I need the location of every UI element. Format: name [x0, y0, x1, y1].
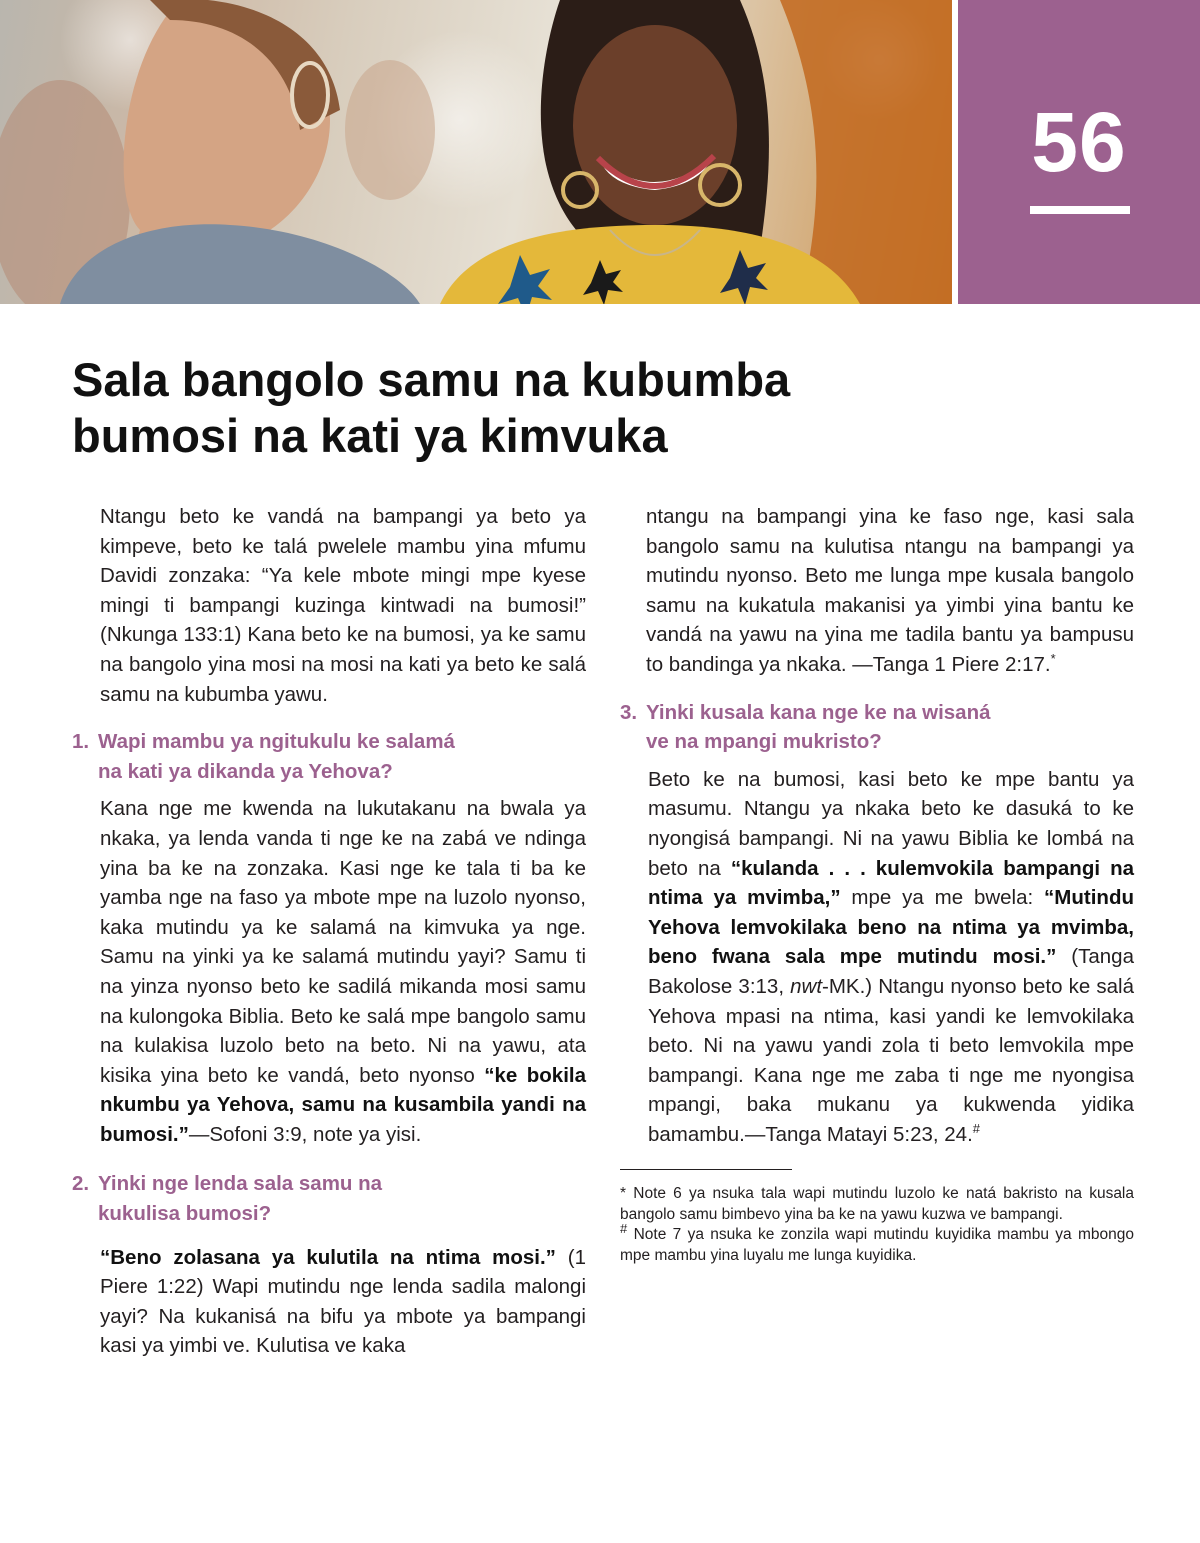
intro-paragraph: Ntangu beto ke vandá na bampangi ya beto ya kimpeve, beto ke talá pwelele mambu yina mfumu Davidi zonzaka: “Ya kele mbote mingi mpe kyese mingi ti bampangi kuzinga kintwadi na bumosi!” (Nkunga 133:1) Kana beto ke na bumosi, ya ke samu na bangolo yina mosi na mosi na kati ya beto ke salá samu na kubumba yawu. — [100, 505, 586, 706]
question-1-number: 1. — [72, 730, 90, 754]
lesson-number-badge — [958, 0, 1200, 304]
badge-underline — [1030, 206, 1130, 214]
left-column — [72, 502, 586, 1361]
answer-1-text: Kana nge me kwenda na lukutakanu na bwala ya nkaka, ya lenda vanda ti nge ke na zabá ve ndinga yina ba ke na zonzaka. Kasi nge ke tala ti ba ke yamba nge na faso ya mbote mpe na luzolo nyonso, kaka mutindu ya ke salamá na kimvuka ya nge. Samu na yinki ya ke salamá mutindu yayi? Samu ti na yinza nyonso beto ke sadilá mikanda mosi samu na kulongoka Biblia. Beto ke salá mpe bangolo samu na kulakisa luzolo beto na beto. Ni na yawu, ata kisika yina beto ke vandá, beto nyonso — [100, 797, 586, 1087]
hero-illustration — [0, 0, 952, 304]
answer-1-bold-quote: “ke bokila nkumbu ya Yehova, samu na kusambila yandi na bumosi.” — [100, 1063, 586, 1146]
question-2 — [72, 1169, 586, 1228]
answer-1-paragraph — [100, 794, 586, 1149]
question-3 — [620, 698, 1134, 757]
answer-3-bold-quote-1: “kulanda . . . kulemvokila bampangi na ntima ya mvimba,” — [648, 856, 1135, 910]
answer-2-continuation — [646, 502, 1134, 680]
answer-2-continuation-text: ntangu na bampangi yina ke faso nge, kasi sala bangolo samu na kulutisa ntangu na bampangi ya mutindu nyonso. Beto me lunga mpe kusala bangolo samu na kukatula makanisi ya yimbi yina bantu ke vandá na yawu na yina me tadila bantu ya bampusu to bandinga ya nkaka. —Tanga 1 Piere 2:17. — [646, 505, 1134, 676]
question-1-line-1: Wapi mambu ya ngitukulu ke salamá — [98, 730, 455, 754]
question-1-line-2: na kati ya dikanda ya Yehova? — [98, 759, 393, 783]
footnote-1-text: Note 6 ya nsuka tala wapi mutindu luzolo ke natá bakristo na kusala bangolo samu bimbevo yina ba ke na yawu kuzwa ve bampangi. — [620, 1185, 1135, 1223]
footnote-1 — [620, 1184, 1134, 1225]
answer-2-paragraph — [100, 1243, 586, 1361]
answer-3-text: Beto ke na bumosi, kasi beto ke mpe bantu ya masumu. Ntangu ya nkaka beto ke dasuká to ke nyongisá bampangi. Ni na yawu Biblia ke lombá na beto na — [648, 767, 1134, 880]
footnote-2-text: Note 7 ya nsuka ke zonzila wapi mutindu kuyidika mambu ya mbongo mpe mambu yina luyalu me lunga kuyidika. — [620, 1226, 1135, 1264]
answer-3-paragraph — [648, 765, 1134, 1150]
question-3-line-1: Yinki kusala kana nge ke na wisaná — [646, 700, 991, 724]
footnote-mark-star: * — [1050, 651, 1056, 667]
answer-2-bold-quote: “Beno zolasana ya kulutila na ntima mosi.” — [100, 1245, 556, 1269]
answer-3-text-end: -MK.) Ntangu nyonso beto ke salá Yehova mpasi na ntima, kasi yandi ke lemvokilaka beto. Ni na yawu yandi zola ti beto lemvokila mpe bampangi. Kana nge me zaba ti nge me nyongisa mpangi, baka mukanu ya kukwenda yidika bamambu.—Tanga Matayi 5:23, 24. — [648, 974, 1134, 1146]
question-2-line-2: kukulisa bumosi? — [98, 1202, 272, 1226]
page-title — [72, 352, 952, 464]
footnote-divider — [620, 1169, 792, 1170]
question-2-number: 2. — [72, 1172, 90, 1196]
question-3-number: 3. — [620, 700, 638, 724]
footnote-2-mark: # — [620, 1221, 628, 1237]
footnote-mark-hash: # — [972, 1121, 981, 1137]
footnote-2 — [620, 1221, 1135, 1266]
footnote-1-mark: * — [620, 1185, 627, 1203]
question-2-line-1: Yinki nge lenda sala samu na — [98, 1172, 383, 1196]
title-line-2: bumosi na kati ya kimvuka — [72, 409, 668, 462]
question-1 — [72, 727, 586, 786]
answer-1-reference: —Sofoni 3:9, note ya yisi. — [188, 1122, 422, 1146]
answer-3-bold-quote-2: “Mutindu Yehova lemvokilaka beno na ntima ya mvimba, beno fwana sala mpe mutindu mosi.” — [648, 886, 1134, 969]
question-3-line-2: ve na mpangi mukristo? — [646, 730, 882, 754]
answer-2-text: (1 Piere 1:22) Wapi mutindu nge lenda sadila malongi yayi? Na kukanisá na bifu ya mbote ya bampangi kasi ya yimbi ve. Kulutisa ve kaka — [100, 1245, 586, 1358]
right-column — [620, 502, 1134, 1266]
hero-photo — [0, 0, 952, 304]
title-line-1: Sala bangolo samu na kubumba — [72, 353, 791, 406]
lesson-number: 56 — [1031, 95, 1127, 189]
answer-3-text-mid-2: (Tanga Bakolose 3:13, — [648, 945, 1134, 998]
answer-3-text-mid: mpe ya me bwela: — [840, 886, 1045, 910]
answer-3-italic: nwt — [790, 974, 823, 998]
